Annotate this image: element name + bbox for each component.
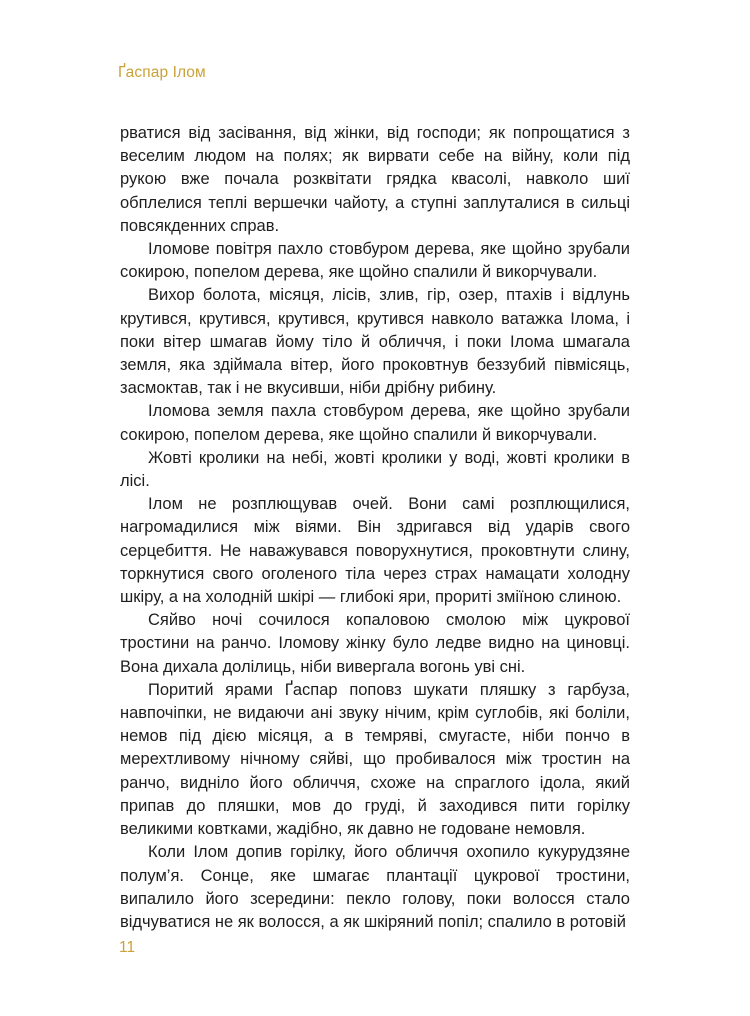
paragraph: Жовті кролики на небі, жовті кролики у воді, жовті кролики в лісі.: [120, 448, 630, 491]
body-text: [120, 122, 630, 934]
paragraph: Сяйво ночі сочилося копаловою смолою між цукрової тростини на ранчо. Іломову жінку було ледве видно на циновці. Вона дихала долілиць, ніби вивергала вогонь уві сні.: [120, 611, 630, 676]
paragraph: Вихор болота, місяця, лісів, злив, гір, озер, птахів і відлунь крутився, крутився, крутився, крутився навколо ватажка Ілома, і поки вітер шмагав йому тіло й обличчя, і поки Ілома шмагала земля, яка здіймала вітер, його проковтнув беззубий півмісяць, засмоктав, так і не вкусивши, ніби дрібну рибину.: [120, 286, 630, 398]
page-number: 11: [119, 939, 136, 956]
paragraph: Поритий ярами Ґаспар поповз шукати пляшку з гарбуза, навпочіпки, не видаючи ані звуку нічим, крім суглобів, які боліли, немов під дією місяця, а в темряві, смугасте, ніби пончо в мерехтливому нічному сяйві, що пробивалося між тростин на ранчо, видніло його обличчя, схоже на спраглого ідола, який припав до пляшки, мов до груді, й заходився пити горілку великими ковтками, жадібно, як давно не годоване немовля.: [120, 680, 630, 839]
paragraph: рватися від засівання, від жінки, від господи; як попрощатися з веселим людом на полях; як вирвати себе на війну, коли під рукою вже почала розквітати грядка квасолі, навколо шиї обплелися теплі вершечки чайоту, а ступні заплуталися в сильці повсякденних справ.: [120, 124, 630, 235]
paragraph: Ілом не розплющував очей. Вони самі розплющилися, нагромадилися між віями. Він здригався від ударів свого серцебиття. Не наважувався поворухнутися, проковтнути слину, торкнутися свого оголеного тіла через страх намацати холодну шкіру, а на холодній шкірі — глибокі яри, прориті зміїною слиною.: [120, 495, 630, 607]
paragraph: Іломове повітря пахло стовбуром дерева, яке щойно зрубали сокирою, попелом дерева, яке щойно спалили й викорчували.: [120, 240, 630, 282]
running-header: Ґаспар Ілом: [118, 64, 206, 81]
paragraph: Іломова земля пахла стовбуром дерева, яке щойно зрубали сокирою, попелом дерева, яке щойно спалили й викорчували.: [120, 402, 630, 444]
paragraph: Коли Ілом допив горілку, його обличчя охопило кукурудзяне полум’я. Сонце, яке шмагає плантації цукрової тростини, випалило його зсередини: пекло голову, поки волосся стало відчуватися не як волосся, а як шкіряний попіл; спалило в ротовій: [120, 843, 630, 931]
